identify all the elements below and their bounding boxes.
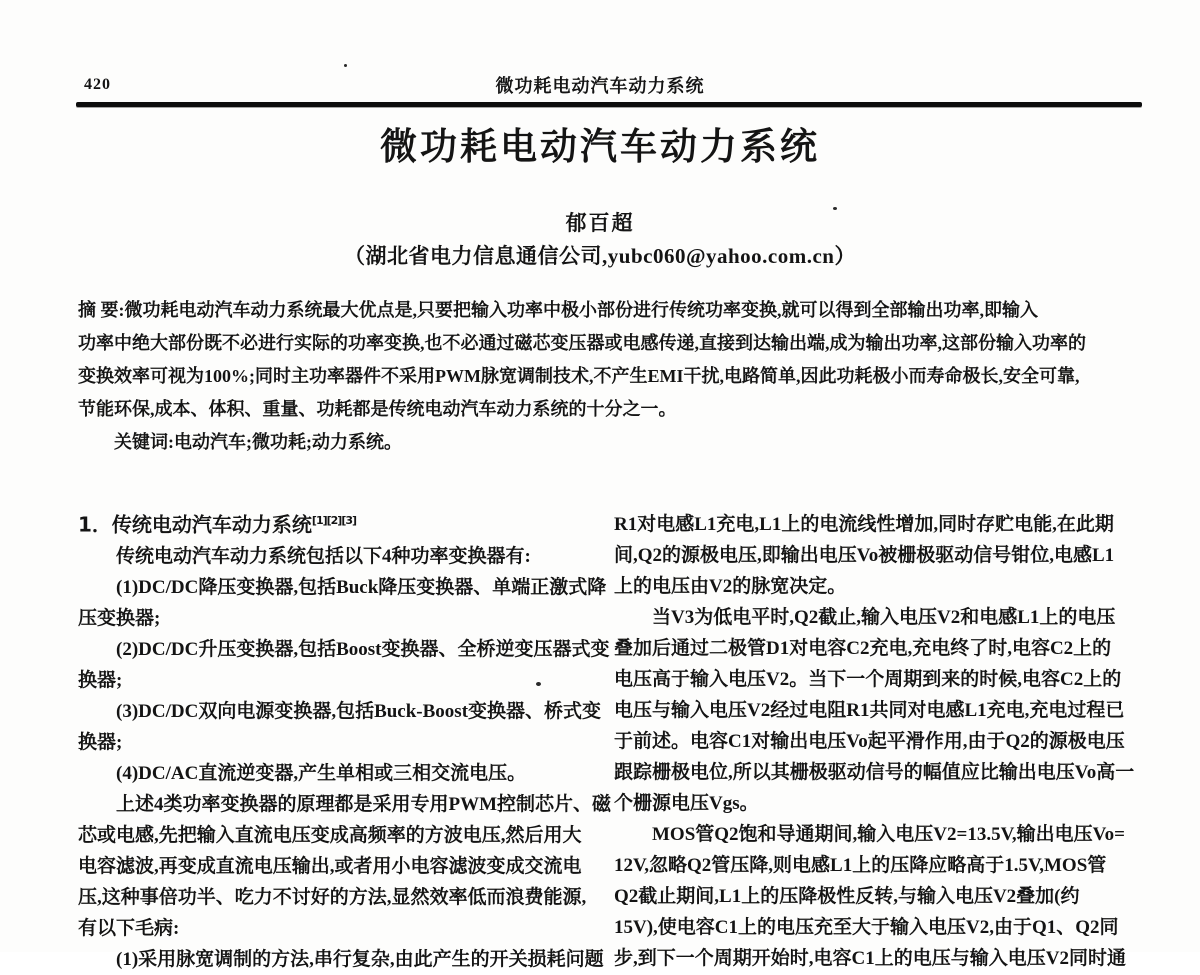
right-column-line: Q2截止期间,L1上的压降极性反转,与输入电压V2叠加(约	[614, 886, 1080, 907]
scan-artifact-dot	[536, 682, 541, 686]
left-column	[78, 505, 612, 970]
right-column-line: 步,到下一个周期开始时,电容C1上的电压与输入电压V2同时通	[614, 948, 1126, 969]
left-column-line: (4)DC/AC直流逆变器,产生单相或三相交流电压。	[116, 762, 527, 784]
author-name: 郁百超	[565, 211, 635, 235]
abstract-line: 功率中绝大部份既不必进行实际的功率变换,也不必通过磁芯变压器或电感传递,直接到达输出端,成为输出功率,这部份输入功率的	[78, 333, 1086, 353]
header-rule	[76, 102, 1142, 107]
right-column-line: R1对电感L1充电,L1上的电流线性增加,同时存贮电能,在此期	[614, 514, 1114, 535]
right-column-line: 上的电压由V2的脉宽决定。	[614, 576, 847, 597]
author-affiliation: （湖北省电力信息通信公司,yubc060@yahoo.com.cn）	[344, 244, 856, 268]
left-column-line: 有以下毛病:	[78, 917, 180, 939]
right-column	[614, 509, 1138, 969]
right-column-line: 个栅源电压Vgs。	[614, 793, 759, 814]
right-column-line: 电压高于输入电压V2。当下一个周期到来的时候,电容C2上的	[614, 669, 1122, 690]
left-column-line: 传统电动汽车动力系统包括以下4种功率变换器有:	[116, 545, 531, 567]
right-column-line: 于前述。电容C1对输出电压Vo起平滑作用,由于Q2的源极电压	[614, 731, 1125, 752]
scan-artifact-dot	[344, 64, 347, 67]
right-column-line: MOS管Q2饱和导通期间,输入电压V2=13.5V,输出电压Vo=	[652, 824, 1125, 845]
right-column-line: 叠加后通过二极管D1对电容C2充电,充电终了时,电容C2上的	[614, 638, 1112, 659]
left-column-line: 换器;	[78, 731, 123, 753]
left-column-line: (3)DC/DC双向电源变换器,包括Buck-Boost变换器、桥式变	[116, 700, 602, 722]
article-title: 微功耗电动汽车动力系统	[380, 125, 820, 168]
running-title: 微功耗电动汽车动力系统	[495, 76, 705, 96]
right-column-line: 电压与输入电压V2经过电阻R1共同对电感L1充电,充电过程已	[614, 700, 1125, 721]
citation-refs: [1][2][3]	[311, 514, 357, 527]
abstract-line: 变换效率可视为100%;同时主功率器件不采用PWM脉宽调制技术,不产生EMI干扰,电路简单,因此功耗极小而寿命极长,安全可靠,	[78, 366, 1080, 386]
left-column-line: 换器;	[78, 669, 123, 691]
right-column-line: 15V),使电容C1上的电压充至大于输入电压V2,由于Q1、Q2同	[614, 917, 1119, 938]
keywords-line: 关键词:电动汽车;微功耗;动力系统。	[114, 432, 402, 452]
page-number: 420	[84, 76, 111, 93]
right-column-line: 跟踪栅极电位,所以其栅极驱动信号的幅值应比输出电压Vo高一	[614, 762, 1135, 783]
left-column-line: (1)DC/DC降压变换器,包括Buck降压变换器、单端正激式降	[116, 576, 607, 598]
abstract-line: 节能环保,成本、体积、重量、功耗都是传统电动汽车动力系统的十分之一。	[78, 399, 677, 419]
left-column-line: 芯或电感,先把输入直流电压变成高频率的方波电压,然后用大	[78, 824, 582, 846]
left-column-line: 压变换器;	[78, 607, 161, 629]
left-column-line: 电容滤波,再变成直流电压输出,或者用小电容滤波变成交流电	[78, 855, 582, 877]
scan-artifact-dot	[833, 207, 837, 210]
right-column-line: 12V,忽略Q2管压降,则电感L1上的压降应略高于1.5V,MOS管	[614, 855, 1107, 876]
abstract-line: 摘 要:微功耗电动汽车动力系统最大优点是,只要把输入功率中极小部份进行传统功率变换,就可以得到全部输出功率,即输入	[78, 300, 1038, 320]
abstract-block	[78, 294, 1140, 426]
left-column-line: (2)DC/DC升压变换器,包括Boost变换器、全桥逆变压器式变	[116, 638, 610, 660]
left-column-line: 1．传统电动汽车动力系统[1][2][3]	[78, 512, 357, 537]
right-column-line: 间,Q2的源极电压,即输出电压Vo被栅极驱动信号钳位,电感L1	[614, 545, 1115, 566]
left-column-line: (1)采用脉宽调制的方法,串行复杂,由此产生的开关损耗问题	[116, 948, 604, 970]
right-column-line: 当V3为低电平时,Q2截止,输入电压V2和电感L1上的电压	[652, 607, 1116, 628]
left-column-line: 压,这种事倍功半、吃力不讨好的方法,显然效率低而浪费能源,	[78, 886, 587, 908]
left-column-line: 上述4类功率变换器的原理都是采用专用PWM控制芯片、磁	[116, 793, 612, 815]
